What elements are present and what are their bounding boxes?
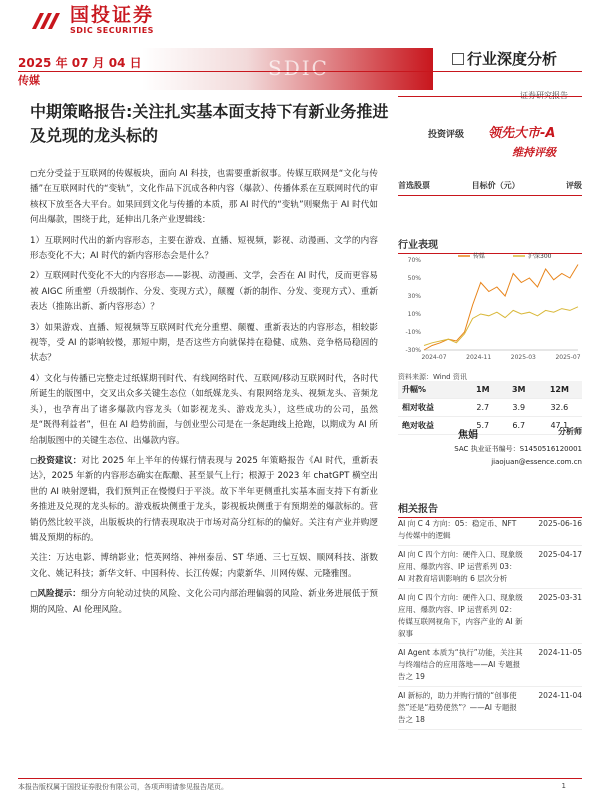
page-number: 1 [561,782,566,790]
perf-cell: 47.1 [537,417,582,435]
stocks-col-3: 评级 [565,181,582,190]
perf-row-label: 相对收益 [398,399,465,417]
stocks-col-2: 目标价（元） [471,181,520,190]
risk-label: 风险提示： [37,589,81,600]
perf-table [398,381,582,435]
perf-header-row [398,381,582,399]
body-paragraph: 3）如果游戏、直播、短视频等互联网时代充分重塑、颠覆、重新表达的内容形态，相较影视等，受 AI 的影响较慢，那短中期，是否这些方向就保持在稳健、成熟、竞争格局稳固的状态？ [30,322,378,364]
perf-h0: 升幅% [398,381,465,399]
doc-type [452,48,557,69]
perf-h3: 12M [537,381,582,399]
related-item[interactable] [398,644,582,687]
chart-source: 资料来源：Wind 资讯 [398,373,467,381]
report-date: 2025 年 07 月 04 日 [18,56,142,70]
bullet-icon: ◻ [30,589,38,600]
bullet-icon: ◻ [30,169,38,179]
x-tick-label: 2025-03 [510,354,536,361]
company-logo [30,6,154,35]
related-item-date: 2025-04-17 [538,550,582,559]
related-item-title: AI Agent 本质为“执行”功能，关注其与终端结合的应用落地——AI 专题报告之 19 [398,648,523,681]
perf-h2: 3M [501,381,537,399]
perf-cell: 5.7 [465,417,501,435]
y-tick-label: 30% [407,293,421,300]
analyst-name: 焦娟 [458,430,478,441]
related-item-title: AI 向 C 4 方向：05：稳定币、NFT 与传媒中的逻辑 [398,519,517,540]
related-item[interactable] [398,589,582,644]
y-tick-label: 70% [407,257,421,264]
report-body [30,167,378,623]
banner-watermark: SDIC [268,56,329,80]
related-item-date: 2024-11-04 [538,691,582,700]
doc-type-icon [452,53,464,65]
sub-label: 证券研究报告 [520,91,568,100]
related-item[interactable] [398,515,582,546]
perf-h1: 1M [465,381,501,399]
y-tick-label: 10% [407,311,421,318]
related-item-title: AI 向 C 四个方向：硬件入口、现象级应用、爆款内容、IP 运营系列 02：传媒互联网视角下，内容产业的 AI 新叙事 [398,593,523,638]
body-paragraph: ◻充分受益于互联网的传媒板块，面向 AI 科技，也需要重新叙事。传媒互联网是“文化与传播”在互联网时代的“变轨”，文化作品下沉成各种内容（爆款）、传播体系在互联网时代的审核权下放至各大平台。如果回到文化与传播的本质，那 AI 时代的“变轨”则聚焦于 AI 时代如何出爆款，围绕于此，延伸出几条产业逻辑线： [30,169,378,226]
y-tick-label: -10% [405,329,421,336]
focus-stocks: 关注：万达电影、博纳影业；恺英网络、神州泰岳、ST 华通、三七互娱、顺网科技、浙数文化、姚记科技；新华文轩、中国科传、长江传媒；内蒙新华、川网传媒、元隆雅图。 [30,553,378,579]
perf-row-label: 绝对收益 [398,417,465,435]
page-footer [18,778,582,792]
analyst-email[interactable]: jiaojuan@essence.com.cn [491,458,582,466]
legend-label: 沪深300 [528,253,552,260]
analyst-sac: SAC 执业证书编号：S1450516120001 [454,445,582,453]
x-tick-label: 2024-11 [466,354,492,361]
related-item[interactable] [398,546,582,589]
body-paragraph: 1）互联网时代出的新内容形态，主要在游戏、直播、短视频，影视、动漫画、文学的内容形态变化不大；AI 时代的新内容形态会是什么？ [30,235,378,262]
perf-row [398,399,582,417]
perf-cell: 3.9 [501,399,537,417]
risk-warning: ◻风险提示：细分方向轮动过快的风险、文化公司内部治理偏弱的风险、新业务进展低于预期的风险、AI 伦理风险。 [30,589,378,615]
report-category: 传媒 [18,74,40,87]
stocks-table-header [398,180,582,196]
body-paragraph: 2）互联网时代变化不大的内容形态——影视、动漫画、文学，会否在 AI 时代，反而更容易被 AIGC 所重塑（升级制作、分发、变现方式），颠覆（新的制作、分发、变现方式）、重新表达（推陈出新、新内容形态）？ [30,271,378,313]
rating-label: 投资评级 [428,130,465,140]
footer-disclaimer: 本报告版权属于国投证券股份有限公司，各项声明请参见报告尾页。 [18,783,228,791]
logo-cn: 国投证券 [70,4,155,26]
related-title: 相关报告 [398,500,582,518]
advice-label: 投资建议： [37,455,82,466]
right-divider [398,96,582,97]
related-item-date: 2025-06-16 [538,519,582,528]
logo-mark-icon [30,7,64,35]
doc-type-label: 行业深度分析 [467,50,558,68]
rating-hold: 维持评级 [512,146,556,159]
legend-label: 传媒 [473,253,486,260]
y-tick-label: -30% [405,347,421,354]
rating-value: 领先大市-A [488,126,556,141]
chart-svg [398,250,582,370]
body-paragraph: 4）文化与传播已完整走过纸媒期刊时代、有线网络时代、互联网/移动互联网时代，各时代所诞生的版图中，交叉出众多关键生态位（如纸媒龙头、有限网络龙头、视频龙头、音频龙头），也孕育出了诸多爆款内容龙头（如影视龙头、游戏龙头），这些成功的公司，虽然是“既得利益者”，但在 AI 趋势前面，与创业型公司是在一条起跑线上抢跑，以期成为 AI 所给制版图中的关键生态位、出爆款内容。 [30,373,378,446]
related-item-title: AI 向 C 四个方向：硬件入口、现象级应用、爆款内容、IP 运营系列 03：AI 对教育培训影响的 6 层次分析 [398,550,523,583]
top-divider [18,71,582,72]
perf-row [398,417,582,435]
x-tick-label: 2025-07 [555,354,581,361]
perf-cell: 32.6 [537,399,582,417]
perf-cell: 6.7 [501,417,537,435]
logo-en: SDIC SECURITIES [70,26,154,35]
perf-cell: 2.7 [465,399,501,417]
series-line-0 [424,265,578,351]
report-title: 中期策略报告:关注扎实基本面支持下有新业务推进及兑现的龙头标的 [30,102,389,145]
series-line-1 [424,307,578,346]
related-item-title: AI 新标的，助力并购行情的“创事使然”还是“趋势使然”？——AI 专题报告之 18 [398,691,517,724]
related-list [398,515,582,730]
bullet-icon: ◻ [30,455,38,466]
stocks-col-1: 首选股票 [398,181,430,190]
related-item-date: 2025-03-31 [538,593,582,602]
x-tick-label: 2024-07 [421,354,447,361]
analyst-role: 分析师 [558,427,582,436]
industry-chart [398,250,582,370]
investment-advice: ◻投资建议：对比 2025 年上半年的传媒行情表现与 2025 年策略报告《AI 时代，重新表达》，2025 年新的内容形态确实在酝酿、甚至景气上行；根源于 2023 年 chatGPT 横空出世的 AI 映射逻辑，我们预判正在慢慢归于平淡。故下半年更侧重扎实基本面支持下有新业务推进及兑现的龙头标的。游戏板块侧重于龙头，影视板块侧重于有预期差的爆款标的。营销仍然比较平淡，出版板块的行情表现取决于市场对高分红标的的偏好。关注有产业并购逻辑及预期的标的。 [30,455,378,543]
related-item-date: 2024-11-05 [538,648,582,657]
related-item[interactable] [398,687,582,730]
industry-perf-title: 行业表现 [398,236,582,254]
y-tick-label: 50% [407,275,421,282]
